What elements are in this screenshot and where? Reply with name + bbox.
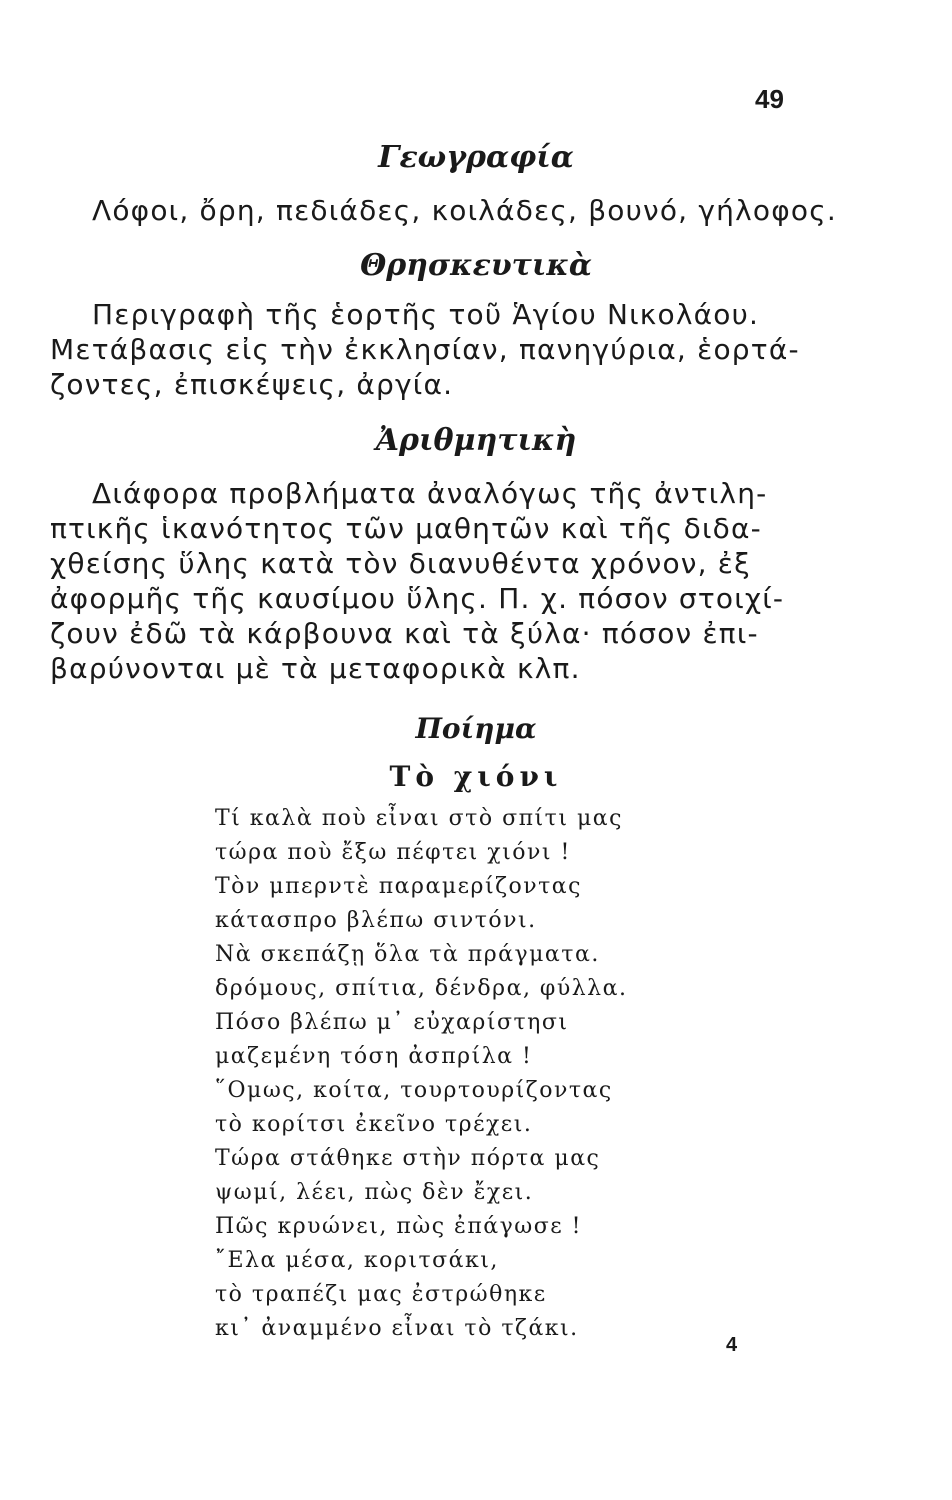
poem-line: τὸ κορίτσι ἐκεῖνο τρέχει.: [215, 1112, 533, 1137]
religious-line: Μετάβασις εἰς τὴν ἐκκλησίαν, πανηγύρια, ἑορτά-: [50, 333, 800, 366]
page-number: 49: [755, 84, 784, 114]
poem-line: ῞Ομως, κοίτα, τουρτουρίζοντας: [215, 1078, 613, 1103]
arithmetic-text: [50, 476, 785, 686]
geography-heading: Γεωγραφία: [378, 140, 574, 175]
poem-line: τώρα ποὺ ἔξω πέφτει χιόνι !: [215, 840, 571, 865]
religious-line: ζοντες, ἐπισκέψεις, ἀργία.: [50, 368, 454, 401]
religious-heading: Θρησκευτικὰ: [360, 248, 592, 283]
religious-text: [50, 297, 800, 402]
poem-line: μαζεμένη τόση ἀσπρίλα !: [215, 1044, 533, 1069]
poem-line: Πόσο βλέπω μ᾽ εὐχαρίστησι: [215, 1010, 569, 1035]
poem-line: κι᾽ ἀναμμένο εἶναι τὸ τζάκι.: [215, 1316, 579, 1341]
poem-line: Τὸν μπερντὲ παραμερίζοντας: [215, 874, 582, 899]
poem-line: τὸ τραπέζι μας ἐστρώθηκε: [215, 1282, 547, 1307]
arithmetic-line: βαρύνονται μὲ τὰ μεταφορικὰ κλπ.: [50, 652, 581, 685]
geography-text: [92, 193, 837, 228]
poem-heading: Ποίημα: [415, 712, 537, 745]
arithmetic-line: ἀφορμῆς τῆς καυσίμου ὕλης. Π. χ. πόσον στοιχί-: [50, 582, 785, 615]
poem-line: δρόμους, σπίτια, δένδρα, φύλλα.: [215, 976, 628, 1001]
arithmetic-line: χθείσης ὕλης κατὰ τὸν διανυθέντα χρόνον, ἐξ: [50, 547, 751, 580]
poem-body: [215, 802, 627, 1346]
poem-line: Τώρα στάθηκε στὴν πόρτα μας: [215, 1146, 601, 1171]
poem-line: ῎Ελα μέσα, κοριτσάκι,: [215, 1248, 499, 1273]
poem-line: Νὰ σκεπάζῃ ὅλα τὰ πράγματα.: [215, 942, 600, 967]
arithmetic-line: πτικῆς ἱκανότητος τῶν μαθητῶν καὶ τῆς διδα-: [50, 512, 762, 545]
poem-line: ψωμί, λέει, πὼς δὲν ἔχει.: [215, 1180, 534, 1205]
religious-line: Περιγραφὴ τῆς ἑορτῆς τοῦ Ἁγίου Νικολάου.: [92, 298, 760, 331]
arithmetic-heading: Ἀριθμητικὴ: [375, 423, 577, 458]
poem-line: Πῶς κρυώνει, πὼς ἐπάγωσε !: [215, 1214, 582, 1239]
signature-mark: 4: [726, 1334, 738, 1356]
geography-line: Λόφοι, ὄρη, πεδιάδες, κοιλάδες, βουνό, γήλοφος.: [92, 194, 837, 227]
arithmetic-line: Διάφορα προβλήματα ἀναλόγως τῆς ἀντιλη-: [92, 477, 768, 510]
poem-line: κάτασπρο βλέπω σιντόνι.: [215, 908, 537, 933]
arithmetic-line: ζουν ἐδῶ τὰ κάρβουνα καὶ τὰ ξύλα· πόσον ἐπι-: [50, 617, 759, 650]
poem-line: Τί καλὰ ποὺ εἶναι στὸ σπίτι μας: [215, 806, 623, 831]
poem-title: Τὸ χιόνι: [389, 760, 563, 793]
